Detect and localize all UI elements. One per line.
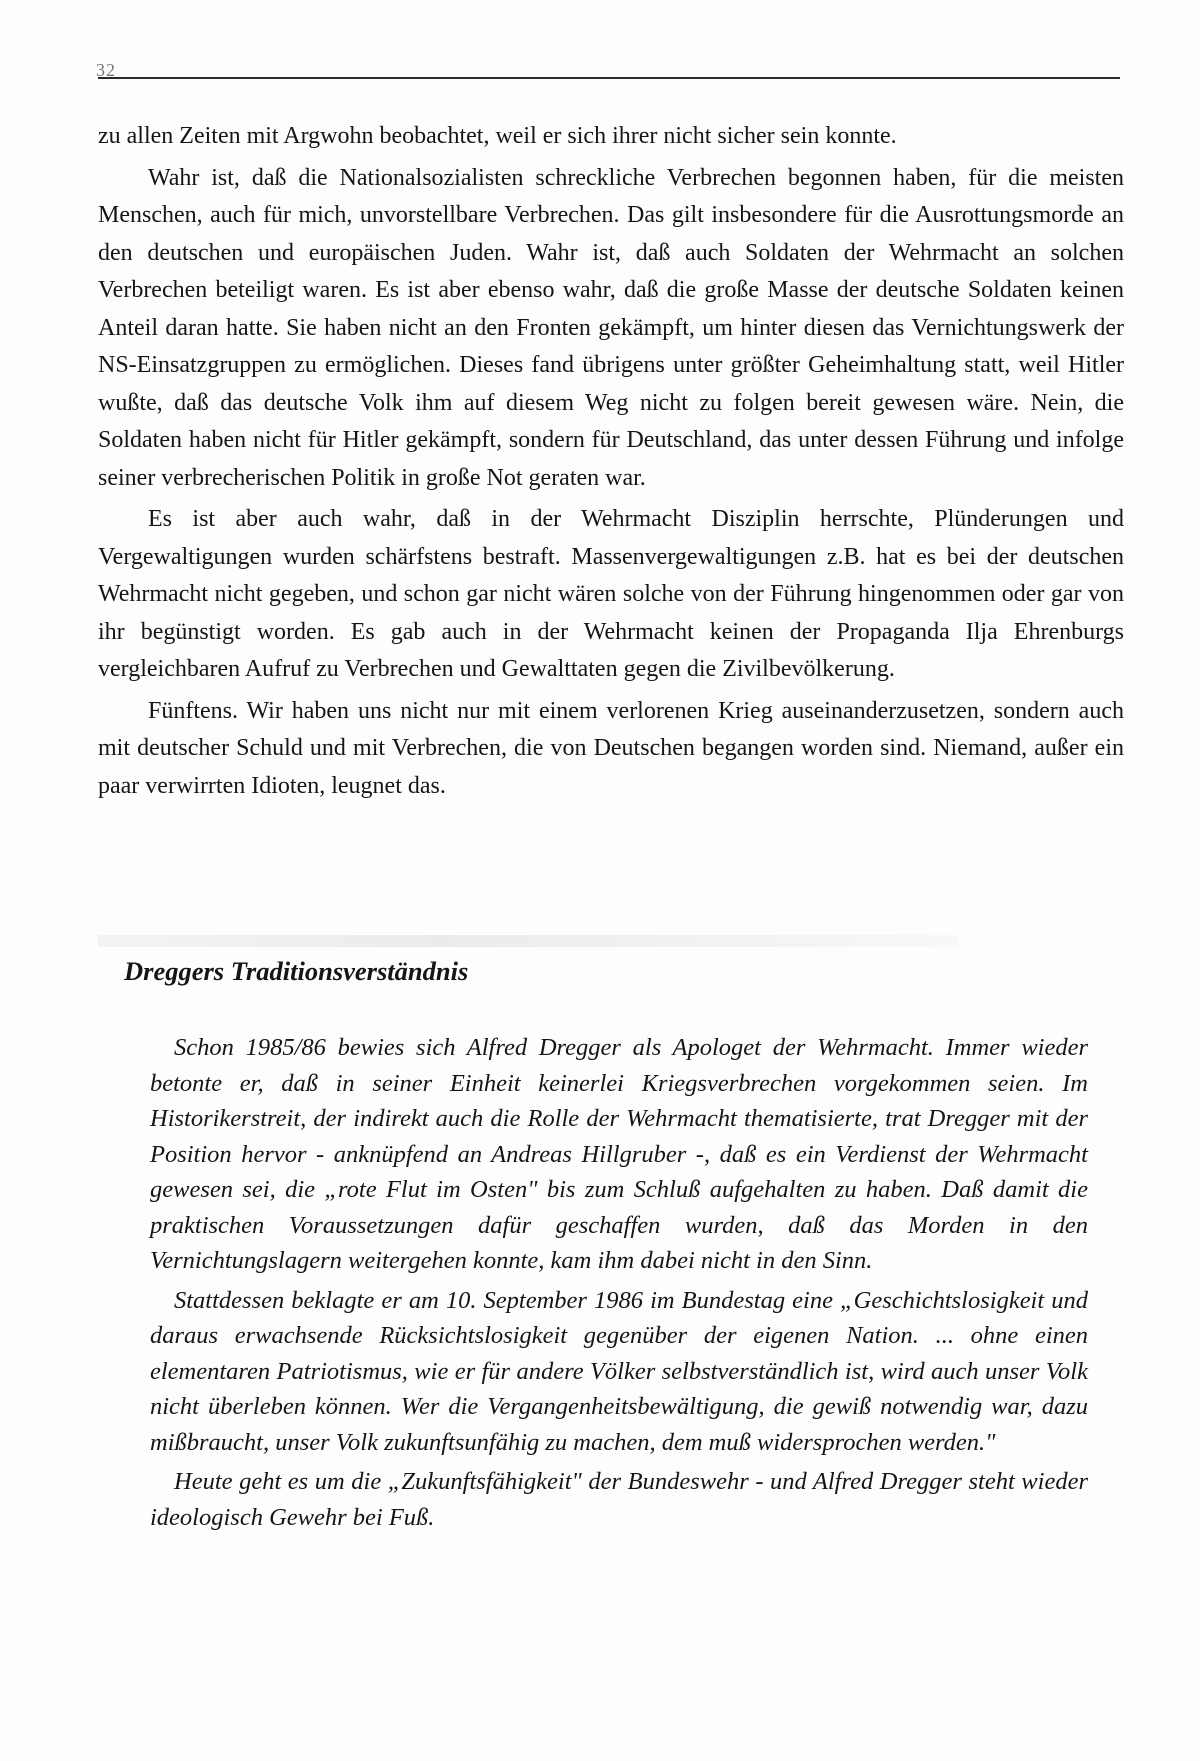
- main-paragraph-2: Wahr ist, daß die Nationalsozialisten schreckliche Verbrechen begonnen haben, für die meisten Menschen, auch für mich, unvorstellbare Verbrechen. Das gilt insbesondere für die Ausrottungsmorde an den deutschen und europäischen Juden. Wahr ist, daß auch Soldaten der Wehrmacht an solchen Verbrechen beteiligt waren. Es ist aber ebenso wahr, daß die große Masse der deutsche Soldaten keinen Anteil daran hatte. Sie haben nicht an den Fronten gekämpft, um hinter diesen das Vernichtungswerk der NS-Einsatzgruppen zu ermöglichen. Dieses fand übrigens unter größter Geheimhaltung statt, weil Hitler wußte, daß das deutsche Volk ihm auf diesem Weg nicht zu folgen bereit gewesen wäre. Nein, die Soldaten haben nicht für Hitler gekämpft, sondern für Deutschland, das unter dessen Führung und infolge seiner verbrecherischen Politik in große Not geraten war.: [98, 164, 1124, 491]
- box-title: Dreggers Traditionsverständnis: [124, 956, 469, 986]
- header-rule: [98, 77, 1120, 79]
- main-text: [98, 118, 1124, 805]
- box-paragraph-2: Stattdessen beklagte er am 10. September 1986 im Bundestag eine „Geschichtslosigkeit und daraus erwachsende Rücksichtslosigkeit gegenüber der eigenen Nation. ... ohne einen elementaren Patriotismus, wie er für andere Völker selbstverständlich ist, wird auch unser Volk nicht überleben können. Wer die Vergangenheitsbewältigung, die gewiß notwendig war, dazu mißbraucht, unser Volk zukunftsunfähig zu machen, dem muß widersprochen werden.": [150, 1286, 1088, 1456]
- box-top-shading: [98, 935, 958, 947]
- box-text: [150, 1030, 1088, 1535]
- box-paragraph-1: Schon 1985/86 bewies sich Alfred Dregger als Apologet der Wehrmacht. Immer wieder betonte er, daß in seiner Einheit keinerlei Kriegsverbrechen vorgekommen seien. Im Historikerstreit, der indirekt auch die Rolle der Wehrmacht thematisierte, trat Dregger mit der Position hervor - anknüpfend an Andreas Hillgruber -, daß es ein Verdienst der Wehrmacht gewesen sei, die „rote Flut im Osten" bis zum Schluß aufgehalten zu haben. Daß damit die praktischen Voraussetzungen dafür geschaffen wurden, daß das Morden in den Vernichtungslagern weitergehen konnte, kam ihm dabei nicht in den Sinn.: [150, 1034, 1088, 1274]
- page-number: 32: [96, 60, 116, 80]
- main-paragraph-4: Fünftens. Wir haben uns nicht nur mit einem verlorenen Krieg auseinanderzusetzen, sondern auch mit deutscher Schuld und mit Verbrechen, die von Deutschen begangen worden sind. Niemand, außer ein paar verwirrten Idioten, leugnet das.: [98, 697, 1124, 799]
- main-paragraph-1: zu allen Zeiten mit Argwohn beobachtet, weil er sich ihrer nicht sicher sein konnte.: [98, 123, 897, 149]
- main-paragraph-3: Es ist aber auch wahr, daß in der Wehrmacht Disziplin herrschte, Plünderungen und Vergewaltigungen wurden schärfstens bestraft. Massenvergewaltigungen z.B. hat es bei der deutschen Wehrmacht nicht gegeben, und schon gar nicht wären solche von der Führung hingenommen oder gar von ihr begünstigt worden. Es gab auch in der Wehrmacht keinen der Propaganda Ilja Ehrenburgs vergleichbaren Aufruf zu Verbrechen und Gewalttaten gegen die Zivilbevölkerung.: [98, 506, 1124, 682]
- box-paragraph-3: Heute geht es um die „Zukunftsfähigkeit" der Bundeswehr - und Alfred Dregger steht wieder ideologisch Gewehr bei Fuß.: [150, 1468, 1088, 1531]
